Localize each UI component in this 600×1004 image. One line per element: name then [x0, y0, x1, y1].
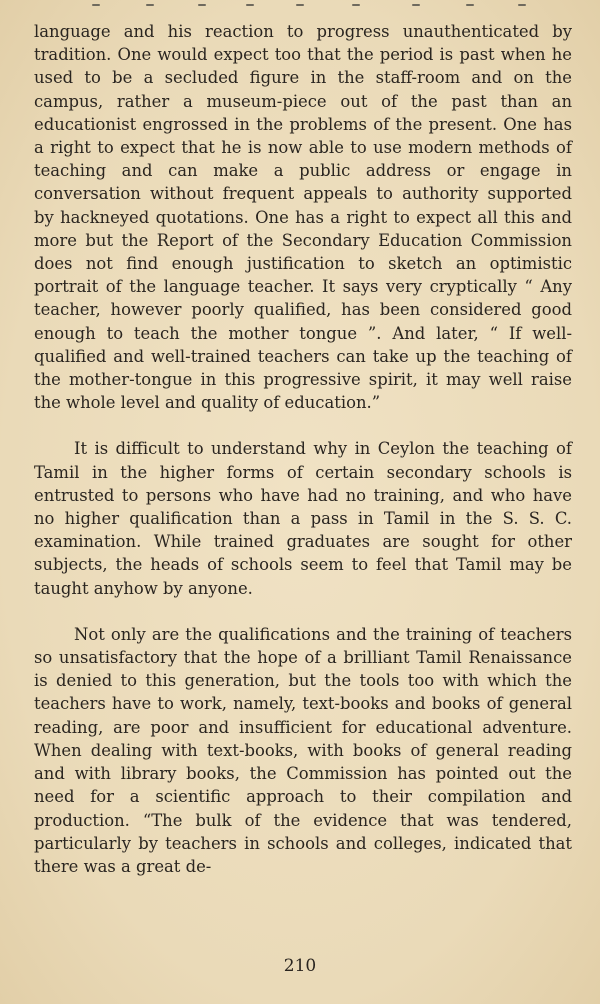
top-edge-marks — [0, 4, 600, 10]
body-text — [34, 20, 572, 878]
paragraph-2: It is difficult to understand why in Ceylon the teaching of Tamil in the higher forms of certain secondary schools is entrusted to persons who have had no training, and who have no higher qualification than a pass in Tamil in the S. S. C. examination. While trained graduates are sought for other subjects, the heads of schools seem to feel that Tamil may be taught anyhow by anyone. — [34, 439, 572, 598]
paragraph-3: Not only are the qualifications and the training of teachers so unsatisfactory that the hope of a brilliant Tamil Renaissance is denied to this generation, but the tools too with which the teachers have to work, namely, text-books and books of general reading, are poor and insufficient for educational adventure. When dealing with text-books, with books of general reading and with library books, the Commission has pointed out the need for a scientific approach to their compilation and production. “The bulk of the evidence that was tendered, particularly by teachers in schools and colleges, indicated that there was a great de- — [34, 624, 572, 876]
page-number: 210 — [283, 956, 317, 976]
paragraph-gap — [34, 600, 572, 623]
paragraph-1: language and his reaction to progress unauthenticated by tradition. One would expect too that the period is past when he used to be a secluded figure in the staff-room and on the campus, rather a museum-piece out of the past than an educationist engrossed in the problems of the present. One has a right to expect that he is now able to use modern methods of teaching and can make a public address or engage in conversation without frequent appeals to authority supported by hackneyed quotations. One has a right to expect all this and more but the Report of the Secondary Education Commission does not find enough justification to sketch an optimistic portrait of the language teacher. It says very cryptically “ Any teacher, however poorly qualified, has been considered good enough to teach the mother tongue ”. And later, “ If well-qualified and well-trained teachers can take up the teaching of the mother-tongue in this progressive spirit, it may well raise the whole level and quality of education.” — [34, 22, 572, 413]
paragraph-gap — [34, 414, 572, 437]
